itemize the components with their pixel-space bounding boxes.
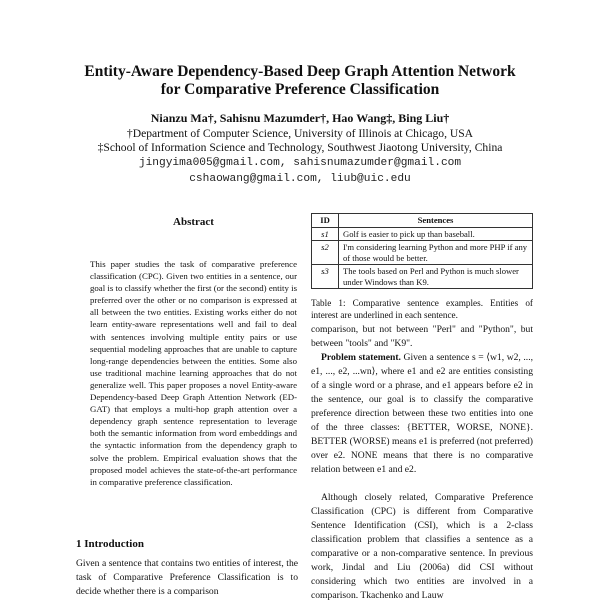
comparison-table bbox=[311, 213, 533, 289]
table-cell-sentence: Golf is easier to pick up than baseball. bbox=[339, 227, 533, 241]
table-cell-sentence: The tools based on Perl and Python is much slower under Windows than K9. bbox=[339, 265, 533, 289]
abstract-body bbox=[90, 258, 297, 488]
table-header-sentences: Sentences bbox=[339, 214, 533, 228]
table-caption: Table 1: Comparative sentence examples. Entities of interest are underlined in each sentence. bbox=[311, 298, 533, 321]
section-heading-introduction: 1 Introduction bbox=[76, 538, 144, 550]
table-row bbox=[312, 241, 533, 265]
table-header-id: ID bbox=[312, 214, 339, 228]
right-column-paragraph-3: Although closely related, Comparative Preference Classification (CPC) is different from Comparative Sentence Identification (CSI), which is a 2-class classification problem that classifies a sentence as a comparative or a non-comparative sentence. In previous work, Jindal and Liu (2006a) did CSI without considering which two entities are involved in a comparison. Tkachenko and Lauw bbox=[311, 492, 533, 601]
problem-statement-text: Given a sentence s = ⟨w1, w2, ..., e1, ..., e2, ...wn⟩, where e1 and e2 are entities consisting of a single word or a phrase, and e1 appears before e2 in the sentence, our goal is to classify the comparative preference direction between these two entities into one of the three classes: {BETTER, WORSE, NONE}. BETTER (WORSE) means e1 is preferred (not preferred) over e2. NONE means that there is no comparative relation between e1 and e2. bbox=[311, 352, 533, 475]
abstract-heading: Abstract bbox=[173, 216, 214, 228]
table-cell-sentence: I'm considering learning Python and more PHP if any of those would be better. bbox=[339, 241, 533, 265]
comparison-table-wrapper bbox=[311, 213, 533, 289]
intro-text: Given a sentence that contains two entities of interest, the task of Comparative Preference Classification is to decide whether there is a comparison bbox=[76, 558, 298, 597]
paper-title-line-2: for Comparative Preference Classification bbox=[160, 81, 440, 98]
table-cell-id: s3 bbox=[312, 265, 339, 289]
abstract-text: This paper studies the task of comparative preference classification (CPC). Given two entities in a sentence, our goal is to classify whether the first (or the second) entity is preferred over the other or no comparison is expressed at all between the two entities. Existing works either do not learn entity-aware representations well and fail to deal with sentences involving multiple entity pairs or use sequential modeling approaches that are unable to capture long-range dependencies between the entities. Some also use traditional machine learning approaches that do not generalize well. This paper proposes a novel Entity-aware Dependency-based Deep Graph Attention Network (ED-GAT) that employs a multi-hop graph attention over a dependency graph sentence representation to leverage both the semantic information from word embeddings and the syntactic information from the dependency graph to solve the problem. Empirical evaluation shows that the proposed model achieves the state-of-the-art performance in comparative preference classification. bbox=[90, 259, 297, 487]
table-header-row bbox=[312, 214, 533, 228]
problem-statement-paragraph bbox=[311, 351, 533, 477]
intro-body bbox=[76, 557, 298, 599]
affiliation-1: †Department of Computer Science, University of Illinois at Chicago, USA bbox=[126, 127, 474, 140]
email-line-1: jingyima005@gmail.com, sahisnumazumder@gmail.com bbox=[138, 157, 462, 169]
table-cell-id: s2 bbox=[312, 241, 339, 265]
affiliation-2: ‡School of Information Science and Technology, Southwest Jiaotong University, China bbox=[97, 141, 503, 154]
table-row bbox=[312, 227, 533, 241]
table-row bbox=[312, 265, 533, 289]
author-list: Nianzu Ma†, Sahisnu Mazumder†, Hao Wang‡, Bing Liu† bbox=[150, 111, 450, 125]
table-cell-id: s1 bbox=[312, 227, 339, 241]
problem-statement-lead: Problem statement. bbox=[321, 352, 401, 363]
right-column-paragraph-1: comparison, but not between "Perl" and "Python", but between "tools" and "K9". bbox=[311, 324, 533, 349]
email-line-2: cshaowang@gmail.com, liub@uic.edu bbox=[189, 173, 411, 185]
paper-title-line-1: Entity-Aware Dependency-Based Deep Graph Attention Network bbox=[84, 63, 516, 80]
